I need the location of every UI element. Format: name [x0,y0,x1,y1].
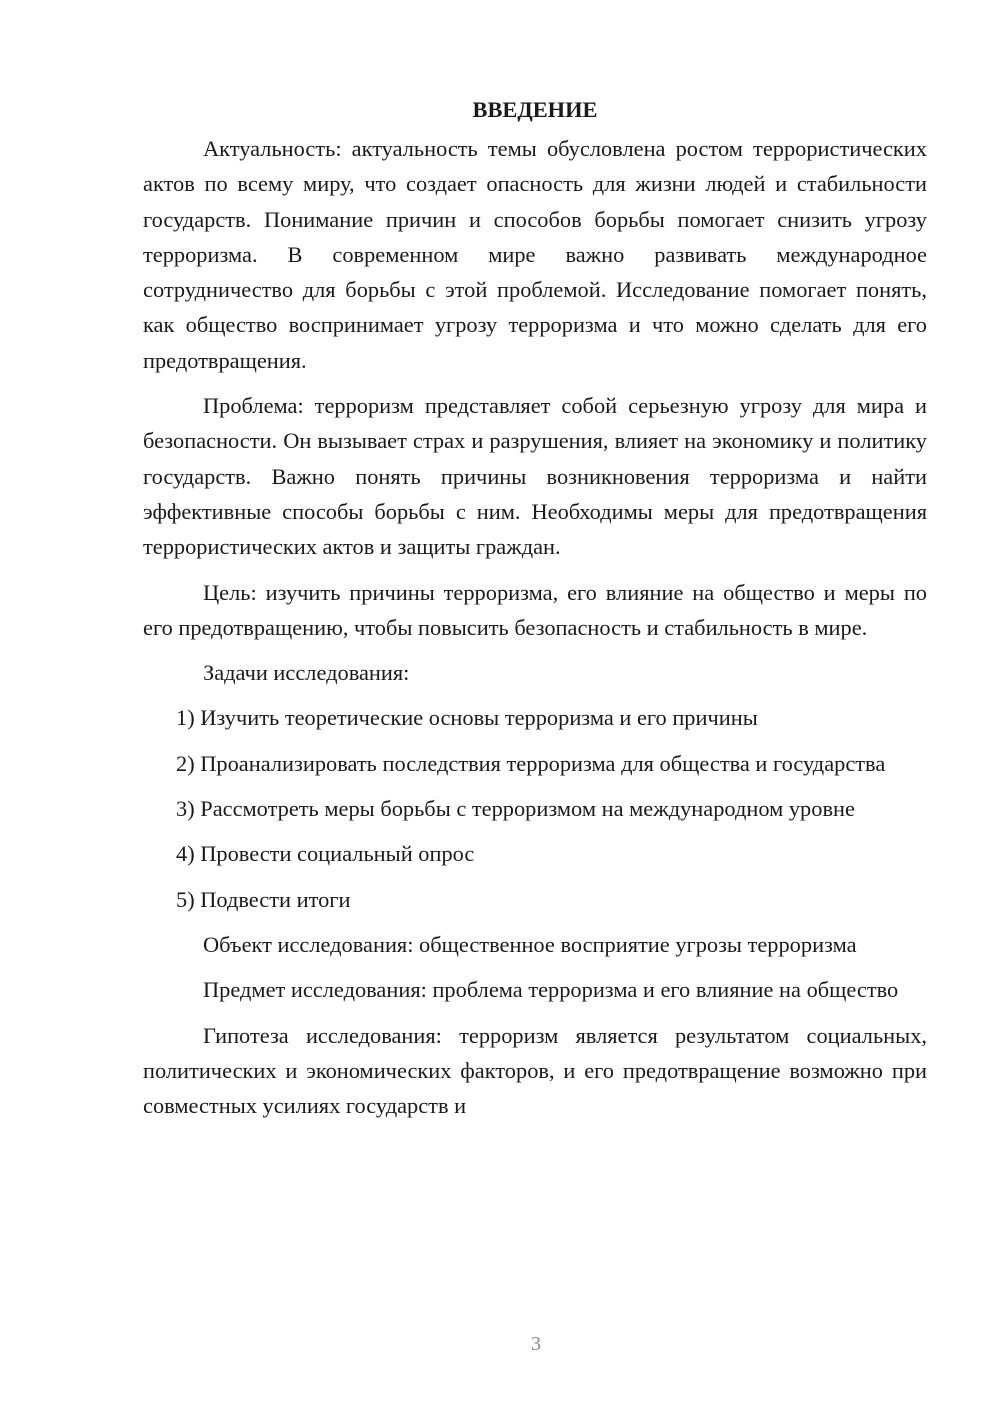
task-item: 4) Провести социальный опрос [176,841,475,867]
section-title: ВВЕДЕНИЕ [472,97,598,122]
paragraph-object: Объект исследования: общественное восприятие угрозы терроризма [203,931,857,957]
page-number: 3 [531,1333,541,1355]
tasks-heading: Задачи исследования: [203,660,410,686]
paragraph-hypothesis: Гипотеза исследования: терроризм является результатом социальных, политических и экономических факторов, и его предотвращение возможно при совместных усилиях государств и [143,1022,927,1119]
paragraph-goal: Цель: изучить причины терроризма, его влияние на общество и меры по его предотвращению, чтобы повысить безопасность и стабильность в мире. [143,579,927,640]
paragraph-subject: Предмет исследования: проблема терроризма и его влияние на общество [203,977,899,1003]
task-item: 2) Проанализировать последствия терроризма для общества и государства [176,750,886,776]
page-content [143,92,927,1133]
task-item: 5) Подвести итоги [176,886,351,912]
paragraph-problem: Проблема: терроризм представляет собой серьезную угрозу для мира и безопасности. Он вызывает страх и разрушения, влияет на экономику и политику государств. Важно понять причины возникновения терроризма и найти эффективные способы борьбы с ним. Необходимы меры для предотвращения террористических актов и защиты граждан. [143,393,927,560]
task-item: 1) Изучить теоретические основы терроризма и его причины [176,705,758,731]
paragraph-relevance: Актуальность: актуальность темы обусловлена ростом террористических актов по всему миру, что создает опасность для жизни людей и стабильности государств. Понимание причин и способов борьбы помогает снизить угрозу терроризма. В современном мире важно развивать международное сотрудничество для борьбы с этой проблемой. Исследование помогает понять, как общество воспринимает угрозу терроризма и что можно сделать для его предотвращения. [143,136,927,373]
task-item: 3) Рассмотреть меры борьбы с терроризмом на международном уровне [176,796,855,822]
